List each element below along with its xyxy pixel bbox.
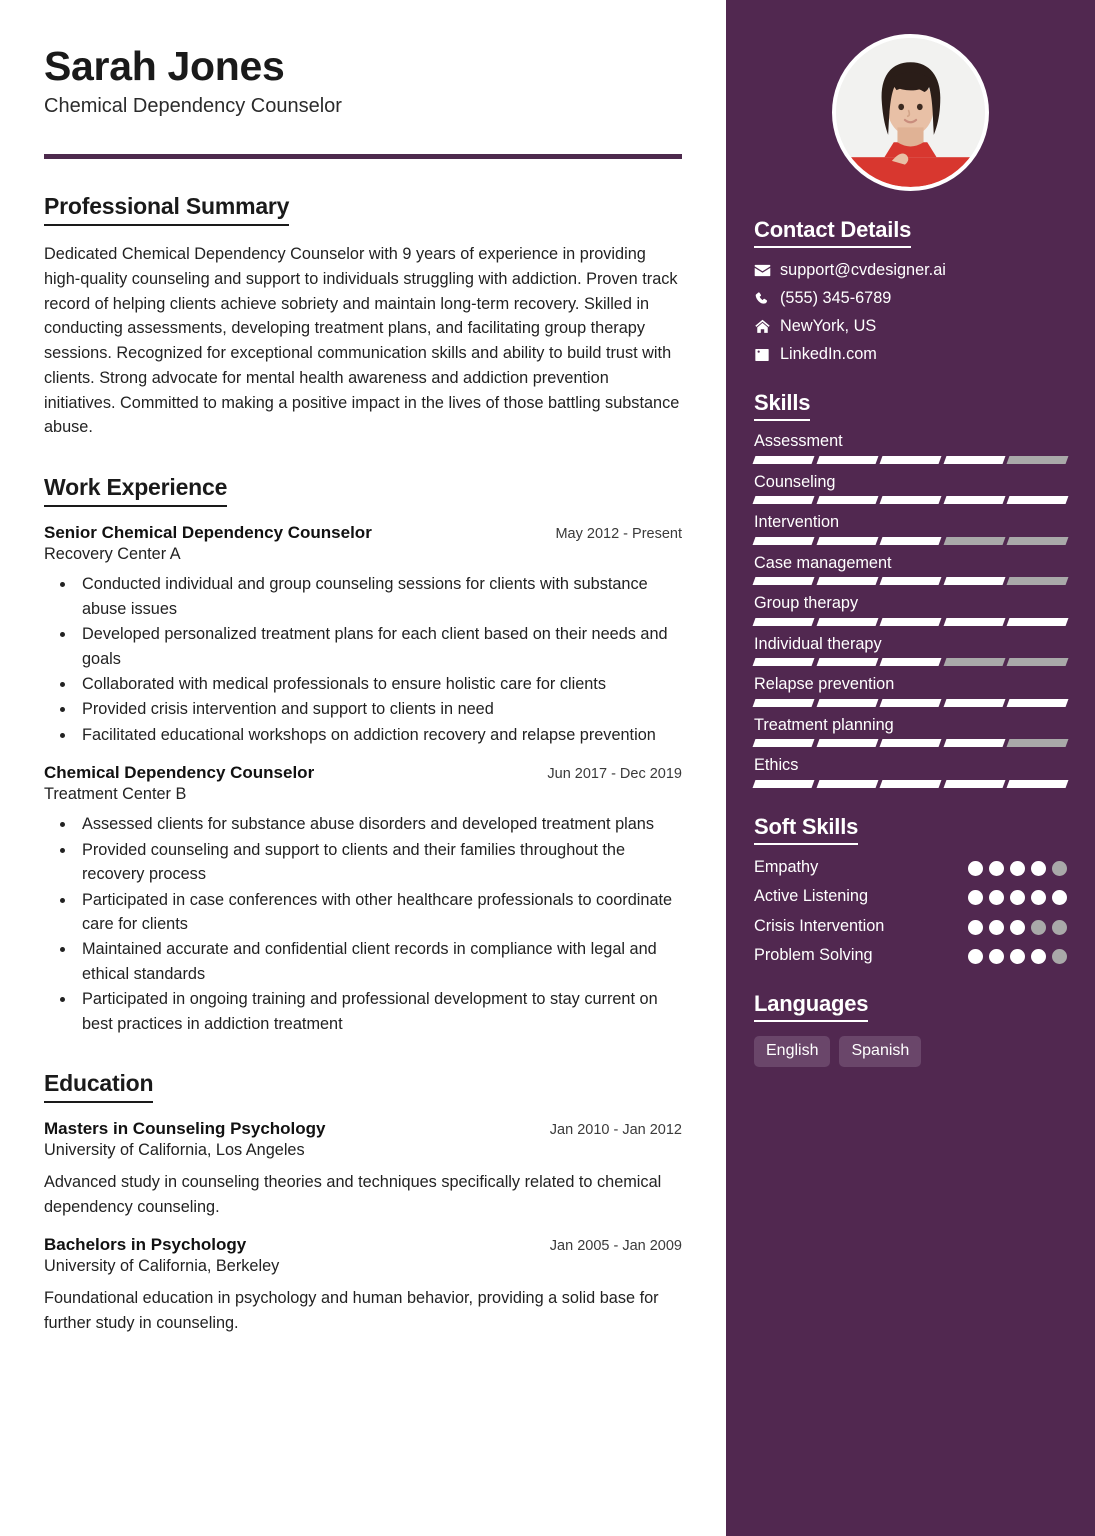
skill-row bbox=[754, 554, 1067, 586]
candidate-name: Sarah Jones bbox=[44, 43, 285, 89]
language-tag: English bbox=[754, 1036, 830, 1067]
linkedin-icon bbox=[754, 347, 780, 363]
skill-segment bbox=[753, 739, 815, 747]
skill-segment bbox=[816, 699, 878, 707]
soft-skill-row bbox=[754, 945, 1067, 965]
skill-segment bbox=[816, 537, 878, 545]
skill-segment bbox=[1007, 537, 1069, 545]
section-education bbox=[44, 1070, 682, 1335]
rating-dot bbox=[989, 920, 1004, 935]
section-work-experience bbox=[44, 474, 682, 1036]
skill-segment bbox=[1007, 496, 1069, 504]
skill-segment bbox=[753, 496, 815, 504]
skill-segment bbox=[1007, 456, 1069, 464]
skill-segment bbox=[816, 658, 878, 666]
skill-segment bbox=[880, 780, 942, 788]
section-heading-contact: Contact Details bbox=[754, 217, 911, 248]
work-entry-title: Senior Chemical Dependency Counselor bbox=[44, 523, 372, 543]
section-heading-education: Education bbox=[44, 1070, 153, 1103]
education-entry bbox=[44, 1119, 682, 1219]
soft-skill-rating bbox=[968, 945, 1067, 964]
skill-segment bbox=[753, 456, 815, 464]
rating-dot bbox=[1052, 861, 1067, 876]
work-entry-date: May 2012 - Present bbox=[555, 526, 682, 543]
photo-container bbox=[754, 0, 1067, 191]
languages-list bbox=[754, 1036, 1067, 1067]
work-bullet-item: • Collaborated with medical professionals to ensure holistic care for clients bbox=[76, 672, 682, 696]
skill-level-bar bbox=[754, 739, 1067, 747]
skill-row bbox=[754, 635, 1067, 667]
rating-dot bbox=[1052, 890, 1067, 905]
rating-dot bbox=[1010, 890, 1025, 905]
education-entry-degree: Masters in Counseling Psychology bbox=[44, 1119, 326, 1139]
section-heading-languages: Languages bbox=[754, 991, 868, 1022]
skill-level-bar bbox=[754, 618, 1067, 626]
education-entry-description: Advanced study in counseling theories and techniques specifically related to chemical dependency counseling. bbox=[44, 1173, 662, 1216]
skill-level-bar bbox=[754, 537, 1067, 545]
education-entry-degree: Bachelors in Psychology bbox=[44, 1235, 247, 1255]
soft-skill-rating bbox=[968, 857, 1067, 876]
sidebar bbox=[726, 0, 1095, 1536]
skill-segment bbox=[880, 496, 942, 504]
education-entry-list bbox=[44, 1119, 682, 1335]
skill-segment bbox=[753, 537, 815, 545]
work-entry-header bbox=[44, 763, 682, 783]
header-divider bbox=[44, 154, 682, 159]
skill-row bbox=[754, 513, 1067, 545]
skill-segment bbox=[816, 456, 878, 464]
rating-dot bbox=[1010, 861, 1025, 876]
soft-skill-row bbox=[754, 886, 1067, 906]
work-bullet-item: • Provided counseling and support to clients and their families throughout the recovery process bbox=[76, 838, 682, 887]
rating-dot bbox=[989, 949, 1004, 964]
work-bullet-item: • Participated in ongoing training and professional development to stay current on best practices in addiction treatment bbox=[76, 987, 682, 1036]
work-entry-header bbox=[44, 523, 682, 543]
contact-list bbox=[754, 261, 1067, 364]
soft-skill-label: Empathy bbox=[754, 857, 819, 876]
contact-value: NewYork, US bbox=[780, 317, 877, 335]
education-entry bbox=[44, 1235, 682, 1335]
skill-label: Ethics bbox=[754, 756, 799, 775]
skill-label: Treatment planning bbox=[754, 715, 894, 734]
rating-dot bbox=[989, 861, 1004, 876]
skill-level-bar bbox=[754, 658, 1067, 666]
skill-segment bbox=[1007, 739, 1069, 747]
work-entry-organization: Recovery Center A bbox=[44, 545, 181, 564]
skill-segment bbox=[943, 618, 1005, 626]
skill-level-bar bbox=[754, 456, 1067, 464]
work-entry-list bbox=[44, 523, 682, 1036]
skill-segment bbox=[753, 618, 815, 626]
candidate-job-title: Chemical Dependency Counselor bbox=[44, 95, 342, 118]
soft-skills-list bbox=[754, 857, 1067, 965]
rating-dot bbox=[1052, 949, 1067, 964]
work-bullet-item: • Facilitated educational workshops on addiction recovery and relapse prevention bbox=[76, 723, 682, 747]
skill-segment bbox=[880, 739, 942, 747]
rating-dot bbox=[968, 920, 983, 935]
skill-segment bbox=[1007, 699, 1069, 707]
soft-skill-row bbox=[754, 916, 1067, 936]
skills-list bbox=[754, 432, 1067, 788]
education-entry-institution: University of California, Los Angeles bbox=[44, 1141, 305, 1160]
skill-segment bbox=[1007, 658, 1069, 666]
skill-segment bbox=[943, 699, 1005, 707]
rating-dot bbox=[968, 949, 983, 964]
work-entry-title: Chemical Dependency Counselor bbox=[44, 763, 315, 783]
rating-dot bbox=[1031, 890, 1046, 905]
skill-label: Individual therapy bbox=[754, 634, 882, 653]
work-bullet-item: • Developed personalized treatment plans for each client based on their needs and goals bbox=[76, 622, 682, 671]
section-languages bbox=[754, 991, 1067, 1067]
education-entry-institution: University of California, Berkeley bbox=[44, 1257, 280, 1276]
section-soft-skills bbox=[754, 814, 1067, 965]
section-heading-skills: Skills bbox=[754, 390, 810, 421]
soft-skill-rating bbox=[968, 886, 1067, 905]
contact-row[interactable] bbox=[754, 289, 1067, 308]
section-heading-work: Work Experience bbox=[44, 474, 227, 507]
skill-segment bbox=[943, 658, 1005, 666]
soft-skill-label: Crisis Intervention bbox=[754, 916, 885, 935]
skill-level-bar bbox=[754, 699, 1067, 707]
rating-dot bbox=[1031, 949, 1046, 964]
phone-icon bbox=[754, 291, 780, 307]
language-tag: Spanish bbox=[839, 1036, 921, 1067]
soft-skill-label: Problem Solving bbox=[754, 946, 873, 964]
avatar bbox=[832, 34, 989, 191]
contact-value: LinkedIn.com bbox=[780, 345, 877, 363]
contact-value: (555) 345-6789 bbox=[780, 289, 892, 307]
skill-segment bbox=[816, 577, 878, 585]
work-bullet-item: • Maintained accurate and confidential client records in compliance with legal and ethical standards bbox=[76, 937, 682, 986]
skill-segment bbox=[1007, 780, 1069, 788]
skill-row bbox=[754, 473, 1067, 505]
skill-segment bbox=[943, 456, 1005, 464]
skill-row bbox=[754, 432, 1067, 464]
skill-row bbox=[754, 716, 1067, 748]
summary-text: Dedicated Chemical Dependency Counselor with 9 years of experience in providing high-quality counseling and support to individuals struggling with addiction. Proven track record of helping clients achieve sobriety and maintain long-term recovery. Skilled in conducting assessments, developing treatment plans, and facilitating group therapy sessions. Recognized for exceptional communication skills and ability to build trust with clients. Strong advocate for mental health awareness and addiction prevention initiatives. Committed to making a positive impact in the lives of those battling substance abuse. bbox=[44, 245, 680, 437]
header-block bbox=[44, 44, 682, 159]
skill-segment bbox=[943, 739, 1005, 747]
education-entry-date: Jan 2005 - Jan 2009 bbox=[549, 1238, 682, 1255]
skill-segment bbox=[880, 577, 942, 585]
skill-segment bbox=[880, 456, 942, 464]
education-entry-date: Jan 2010 - Jan 2012 bbox=[549, 1122, 682, 1139]
profile-photo-illustration bbox=[836, 38, 985, 187]
skill-segment bbox=[1007, 577, 1069, 585]
work-entry-date: Jun 2017 - Dec 2019 bbox=[547, 766, 682, 783]
skill-level-bar bbox=[754, 577, 1067, 585]
contact-row[interactable] bbox=[754, 317, 1067, 336]
contact-value: support@cvdesigner.ai bbox=[780, 261, 946, 279]
skill-level-bar bbox=[754, 496, 1067, 504]
skill-row bbox=[754, 756, 1067, 788]
work-bullet-item: • Assessed clients for substance abuse disorders and developed treatment plans bbox=[76, 812, 682, 836]
skill-label: Case management bbox=[754, 553, 892, 572]
skill-segment bbox=[753, 577, 815, 585]
work-entry-bullets bbox=[44, 812, 682, 1036]
skill-segment bbox=[880, 699, 942, 707]
skill-segment bbox=[880, 618, 942, 626]
skill-label: Group therapy bbox=[754, 594, 859, 613]
rating-dot bbox=[1031, 861, 1046, 876]
rating-dot bbox=[1010, 949, 1025, 964]
education-entry-header bbox=[44, 1119, 682, 1139]
rating-dot bbox=[989, 890, 1004, 905]
skill-segment bbox=[753, 780, 815, 788]
section-professional-summary bbox=[44, 193, 682, 440]
soft-skill-rating bbox=[968, 916, 1067, 935]
envelope-icon bbox=[754, 262, 780, 279]
education-entry-header bbox=[44, 1235, 682, 1255]
soft-skill-row bbox=[754, 857, 1067, 877]
rating-dot bbox=[968, 890, 983, 905]
skill-segment bbox=[943, 537, 1005, 545]
skill-segment bbox=[816, 618, 878, 626]
work-entry-bullets bbox=[44, 572, 682, 747]
skill-segment bbox=[943, 496, 1005, 504]
skill-segment bbox=[753, 699, 815, 707]
skill-segment bbox=[943, 577, 1005, 585]
education-entry-description: Foundational education in psychology and human behavior, providing a solid base for further study in counseling. bbox=[44, 1289, 659, 1332]
work-bullet-item: • Conducted individual and group counseling sessions for clients with substance abuse issues bbox=[76, 572, 682, 621]
skill-segment bbox=[1007, 618, 1069, 626]
work-entry bbox=[44, 523, 682, 747]
skill-row bbox=[754, 675, 1067, 707]
skill-label: Assessment bbox=[754, 432, 843, 450]
soft-skill-label: Active Listening bbox=[754, 887, 869, 906]
skill-label: Counseling bbox=[754, 472, 836, 491]
contact-row[interactable] bbox=[754, 345, 1067, 364]
home-icon bbox=[754, 318, 780, 335]
skill-label: Relapse prevention bbox=[754, 675, 895, 694]
rating-dot bbox=[1010, 920, 1025, 935]
rating-dot bbox=[1052, 920, 1067, 935]
work-entry-organization: Treatment Center B bbox=[44, 785, 187, 804]
skill-segment bbox=[880, 658, 942, 666]
work-entry bbox=[44, 763, 682, 1036]
section-heading-soft-skills: Soft Skills bbox=[754, 814, 858, 845]
skill-segment bbox=[816, 739, 878, 747]
skill-row bbox=[754, 594, 1067, 626]
skill-segment bbox=[943, 780, 1005, 788]
skill-segment bbox=[880, 537, 942, 545]
work-bullet-item: • Provided crisis intervention and support to clients in need bbox=[76, 697, 682, 721]
section-contact-details bbox=[754, 217, 1067, 364]
rating-dot bbox=[968, 861, 983, 876]
contact-row[interactable] bbox=[754, 261, 1067, 280]
work-bullet-item: • Participated in case conferences with other healthcare professionals to coordinate care for clients bbox=[76, 888, 682, 937]
skill-segment bbox=[753, 658, 815, 666]
rating-dot bbox=[1031, 920, 1046, 935]
skill-label: Intervention bbox=[754, 513, 840, 532]
skill-segment bbox=[816, 780, 878, 788]
section-skills bbox=[754, 390, 1067, 788]
section-heading-summary: Professional Summary bbox=[44, 193, 289, 226]
skill-level-bar bbox=[754, 780, 1067, 788]
skill-segment bbox=[816, 496, 878, 504]
